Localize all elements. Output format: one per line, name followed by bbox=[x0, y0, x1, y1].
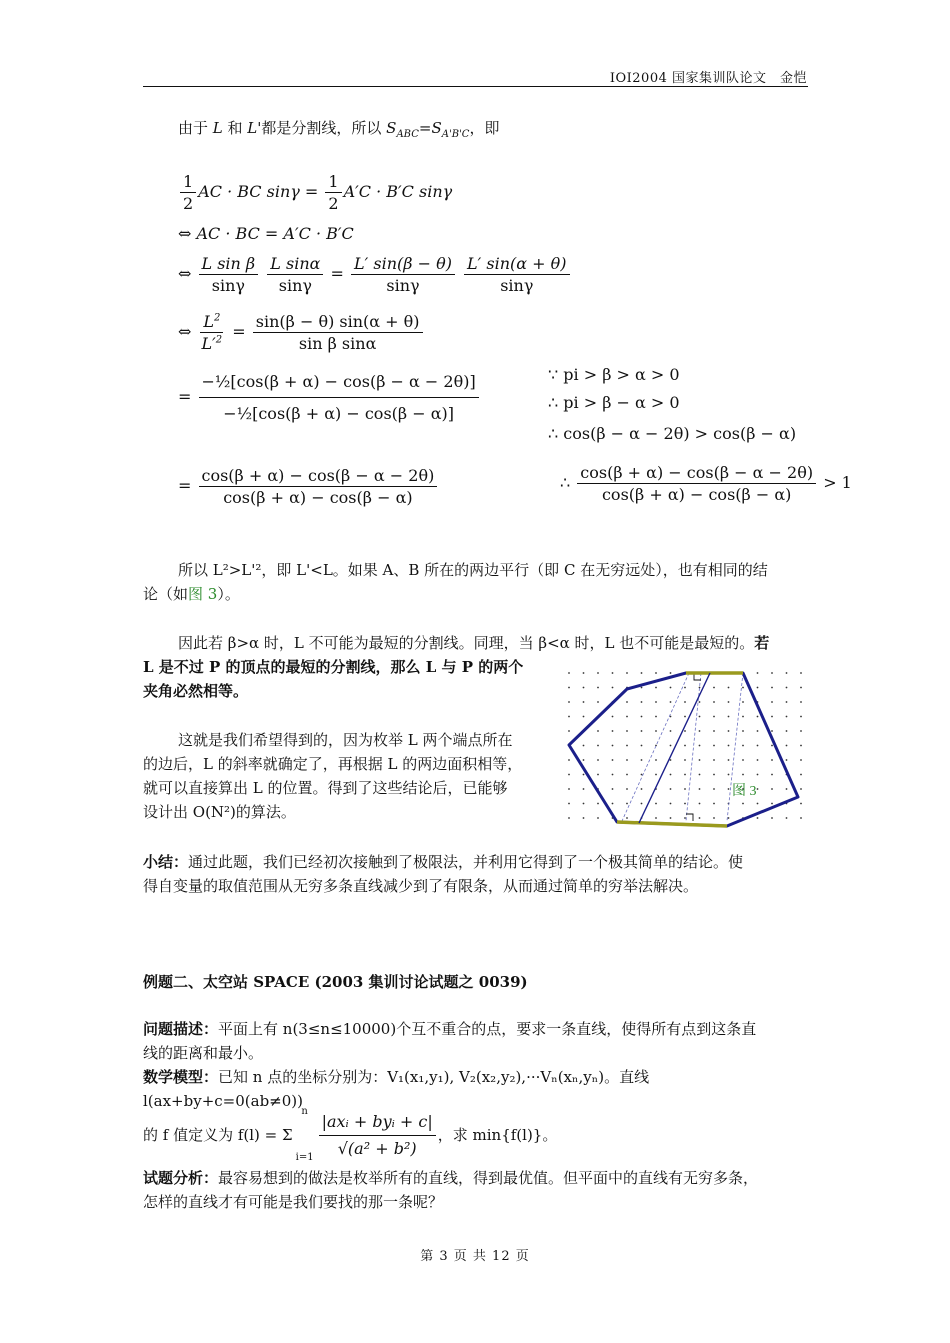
grid-dot bbox=[583, 774, 585, 776]
grid-dot bbox=[626, 803, 628, 805]
grid-dot bbox=[699, 817, 701, 819]
intro-post: 都是分割线，所以 bbox=[261, 119, 387, 137]
analysis-label: 试题分析： bbox=[143, 1169, 219, 1187]
grid-dot bbox=[583, 716, 585, 718]
grid-dot bbox=[583, 817, 585, 819]
intro-S2: S bbox=[431, 119, 442, 137]
grid-dot bbox=[670, 701, 672, 703]
grid-dot bbox=[670, 730, 672, 732]
figure-3-link[interactable]: 图 3 bbox=[188, 585, 218, 603]
page-footer: 第 3 页 共 12 页 bbox=[420, 1249, 530, 1264]
intro-S1-sub: ABC bbox=[396, 129, 419, 140]
grid-dot bbox=[800, 774, 802, 776]
model-l1: 已知 n 点的坐标分别为：V₁(x₁,y₁), V₂(x₂,y₂),···Vₙ(xₙ,yₙ)。直线 l(ax+by+c=0(ab≠0)) bbox=[143, 1068, 650, 1110]
grid-dot bbox=[583, 672, 585, 674]
intro-L: L bbox=[212, 119, 223, 137]
grid-dot bbox=[699, 803, 701, 805]
grid-dot bbox=[568, 759, 570, 761]
para2-line1: 因此若 β>α 时，L 不可能为最短的分割线。同理，当 β<α 时，L 也不可能是最短的。 bbox=[178, 634, 755, 652]
grid-dot bbox=[684, 788, 686, 790]
grid-dot bbox=[597, 701, 599, 703]
grid-dot bbox=[742, 759, 744, 761]
grid-dot bbox=[713, 687, 715, 689]
grid-dot bbox=[757, 745, 759, 747]
paragraph-2-line-2: L 是不过 P 的顶点的最短的分割线，那么 L 与 P 的两个 bbox=[143, 658, 524, 676]
grid-dot bbox=[626, 759, 628, 761]
grid-dot bbox=[771, 730, 773, 732]
grid-dot bbox=[583, 745, 585, 747]
eq1-right: A′C · B′C sinγ bbox=[343, 182, 453, 201]
grid-dot bbox=[684, 701, 686, 703]
grid-dot bbox=[597, 672, 599, 674]
grid-dot bbox=[699, 788, 701, 790]
grid-dot bbox=[641, 716, 643, 718]
grid-dot bbox=[742, 687, 744, 689]
grid-dot bbox=[786, 745, 788, 747]
dividing-line-L bbox=[639, 673, 710, 823]
grid-dot bbox=[728, 730, 730, 732]
grid-dot bbox=[786, 716, 788, 718]
intro-S1: S bbox=[386, 119, 397, 137]
problem-l1: 平面上有 n(3≤n≤10000)个互不重合的点，要求一条直线，使得所有点到这条直 bbox=[218, 1020, 757, 1038]
grid-dot bbox=[728, 774, 730, 776]
grid-dot bbox=[626, 745, 628, 747]
grid-dot bbox=[641, 701, 643, 703]
grid-dot bbox=[583, 687, 585, 689]
grid-dot bbox=[728, 687, 730, 689]
grid-dot bbox=[800, 701, 802, 703]
grid-dot bbox=[713, 788, 715, 790]
grid-dot bbox=[757, 803, 759, 805]
grid-dot bbox=[626, 788, 628, 790]
grid-dot bbox=[771, 803, 773, 805]
grid-dot bbox=[742, 745, 744, 747]
grid-dot bbox=[583, 803, 585, 805]
reason-1: ∵ pi > β > α > 0 bbox=[548, 365, 680, 384]
grid-dot bbox=[684, 745, 686, 747]
grid-dot bbox=[655, 716, 657, 718]
grid-dot bbox=[684, 716, 686, 718]
grid-dot bbox=[612, 672, 614, 674]
grid-dot bbox=[786, 759, 788, 761]
eq4-rhs-frac: $\frac{\sin(\beta - \theta) \sin(\alpha + \theta)}{\text{sin β sinα}}$ bbox=[253, 312, 423, 353]
intro-S2-sub: A'B'C bbox=[441, 129, 470, 140]
header-rule bbox=[143, 86, 808, 87]
grid-dot bbox=[568, 701, 570, 703]
grid-dot bbox=[728, 759, 730, 761]
reason-4-tail: > 1 bbox=[823, 473, 852, 492]
grid-dots bbox=[568, 672, 802, 819]
grid-dot bbox=[786, 687, 788, 689]
grid-dot bbox=[612, 716, 614, 718]
grid-dot bbox=[568, 774, 570, 776]
grid-dot bbox=[641, 759, 643, 761]
equation-line-3: ⇔ $\frac{\text{L sin β}}{\sin\gamma}$ $\frac{\text{L sinα}}{\sin\gamma}$ = $\frac{L' \sin(\beta - \theta)}{\sin\gamma}$ $\frac{L' \sin(\alpha + \theta)}{\sin\gamma}$ bbox=[178, 254, 572, 295]
problem-line-1 bbox=[143, 1017, 808, 1041]
grid-dot bbox=[771, 817, 773, 819]
grid-dot bbox=[713, 759, 715, 761]
grid-dot bbox=[626, 817, 628, 819]
grid-dot bbox=[655, 701, 657, 703]
grid-dot bbox=[641, 745, 643, 747]
grid-dot bbox=[612, 803, 614, 805]
grid-dot bbox=[641, 672, 643, 674]
eq6-frac: $\frac{\cos(\beta + \alpha) - \cos(\beta - \alpha - 2\theta)}{\cos(\beta + \alpha) - \cos(\beta - \alpha)}$ bbox=[199, 466, 438, 507]
intro-eq: = bbox=[418, 119, 432, 137]
paragraph-3-line-3: 就可以直接算出 L 的位置。得到了这些结论后，已能够 bbox=[143, 779, 508, 797]
grid-dot bbox=[699, 759, 701, 761]
paragraph-3-line-4: 设计出 O(N²)的算法。 bbox=[143, 803, 296, 821]
grid-dot bbox=[684, 759, 686, 761]
para2-bold-tail: 若 bbox=[754, 634, 770, 652]
grid-dot bbox=[699, 774, 701, 776]
distance-fraction: $\frac{\text{|axᵢ + byᵢ + c|}}{\text{√(a² + b²)}}$ bbox=[319, 1110, 436, 1161]
model-line-2 bbox=[143, 1100, 557, 1170]
grid-dot bbox=[655, 803, 657, 805]
grid-dot bbox=[713, 817, 715, 819]
grid-dot bbox=[670, 687, 672, 689]
grid-dot bbox=[728, 745, 730, 747]
equation-line-2: ⇔ AC · BC = A′C · B′C bbox=[178, 224, 354, 243]
eq3-frac-1: $\frac{\text{L sin β}}{\sin\gamma}$ bbox=[199, 254, 259, 295]
model-l2-post: ，求 min{f(l)}。 bbox=[437, 1126, 558, 1144]
grid-dot bbox=[800, 788, 802, 790]
analysis-line-2: 怎样的直线才有可能是我们要找的那一条呢？ bbox=[143, 1193, 444, 1211]
grid-dot bbox=[742, 774, 744, 776]
grid-dot bbox=[612, 788, 614, 790]
grid-dot bbox=[771, 788, 773, 790]
grid-dot bbox=[713, 716, 715, 718]
paragraph-1-line-2 bbox=[143, 582, 240, 606]
eq3-frac-3: $\frac{L' \sin(\beta - \theta)}{\sin\gamma}$ bbox=[351, 254, 455, 295]
grid-dot bbox=[786, 672, 788, 674]
grid-dot bbox=[800, 759, 802, 761]
grid-dot bbox=[800, 745, 802, 747]
grid-dot bbox=[583, 788, 585, 790]
grid-dot bbox=[713, 774, 715, 776]
grid-dot bbox=[597, 730, 599, 732]
grid-dot bbox=[800, 803, 802, 805]
equation-line-5: = $\frac{\text{−½[cos(β + α) − cos(β − α − 2θ)]}}{\text{−½[cos(β + α) − cos(β − α)]}}$ bbox=[178, 372, 481, 423]
grid-dot bbox=[655, 817, 657, 819]
grid-dot bbox=[655, 687, 657, 689]
grid-dot bbox=[699, 745, 701, 747]
grid-dot bbox=[655, 774, 657, 776]
summary-line-2: 得自变量的取值范围从无穷多条直线减少到了有限条，从而通过简单的穷举法解决。 bbox=[143, 877, 699, 895]
grid-dot bbox=[597, 803, 599, 805]
intro-L2: L' bbox=[247, 119, 262, 137]
paragraph-3-line-1: 这就是我们希望得到的，因为枚举 L 两个端点所在 bbox=[178, 731, 513, 749]
grid-dot bbox=[786, 817, 788, 819]
grid-dot bbox=[771, 687, 773, 689]
grid-dot bbox=[742, 803, 744, 805]
grid-dot bbox=[757, 774, 759, 776]
reason-4-frac: $\frac{\cos(\beta + \alpha) - \cos(\beta - \alpha - 2\theta)}{\cos(\beta + \alpha) - \cos(\beta - \alpha)}$ bbox=[577, 463, 816, 504]
paragraph-3-line-2: 的边后，L 的斜率就确定了，再根据 L 的两边面积相等， bbox=[143, 755, 523, 773]
problem-label: 问题描述： bbox=[143, 1020, 219, 1038]
summary-l1: 通过此题，我们已经初次接触到了极限法，并利用它得到了一个极其简单的结论。使 bbox=[188, 853, 744, 871]
grid-dot bbox=[670, 745, 672, 747]
grid-dot bbox=[800, 687, 802, 689]
summary-title: 小结： bbox=[143, 853, 189, 871]
grid-dot bbox=[757, 817, 759, 819]
eq1-left: AC · BC sinγ = bbox=[198, 182, 319, 201]
grid-dot bbox=[713, 701, 715, 703]
paragraph-2-line-3: 夹角必然相等。 bbox=[143, 682, 249, 700]
grid-dot bbox=[728, 817, 730, 819]
eq3-frac-2: $\frac{\text{L sinα}}{\sin\gamma}$ bbox=[267, 254, 323, 295]
grid-dot bbox=[771, 745, 773, 747]
grid-dot bbox=[771, 774, 773, 776]
bottom-parallel-edge bbox=[617, 822, 727, 826]
grid-dot bbox=[612, 759, 614, 761]
grid-dot bbox=[612, 687, 614, 689]
analysis-l1: 最容易想到的做法是枚举所有的直线，得到最优值。但平面中的直线有无穷多条， bbox=[218, 1169, 759, 1187]
grid-dot bbox=[655, 759, 657, 761]
equation-line-6: = $\frac{\cos(\beta + \alpha) - \cos(\beta - \alpha - 2\theta)}{\cos(\beta + \alpha) - \cos(\beta - \alpha)}$ bbox=[178, 466, 439, 507]
intro-mid: 和 bbox=[222, 119, 248, 137]
grid-dot bbox=[684, 774, 686, 776]
grid-dot bbox=[800, 672, 802, 674]
grid-dot bbox=[713, 745, 715, 747]
equation-line-4: ⇔ $\frac{L^2}{L'^2}$ = $\frac{\sin(\beta - \theta) \sin(\alpha + \theta)}{\text{sin β sinα}}$ bbox=[178, 312, 425, 353]
grid-dot bbox=[626, 701, 628, 703]
grid-dot bbox=[670, 803, 672, 805]
grid-dot bbox=[684, 817, 686, 819]
grid-dot bbox=[597, 817, 599, 819]
grid-dot bbox=[800, 730, 802, 732]
grid-dot bbox=[771, 672, 773, 674]
grid-dot bbox=[713, 730, 715, 732]
eq4-lhs-frac: $\frac{L^2}{L'^2}$ bbox=[201, 312, 223, 353]
grid-dot bbox=[612, 730, 614, 732]
grid-dot bbox=[670, 774, 672, 776]
grid-dot bbox=[597, 745, 599, 747]
grid-dot bbox=[713, 803, 715, 805]
intro-pre: 由于 bbox=[178, 119, 213, 137]
grid-dot bbox=[670, 788, 672, 790]
grid-dot bbox=[800, 716, 802, 718]
grid-dot bbox=[568, 730, 570, 732]
grid-dot bbox=[583, 701, 585, 703]
grid-dot bbox=[771, 716, 773, 718]
eq3-frac-4: $\frac{L' \sin(\alpha + \theta)}{\sin\gamma}$ bbox=[464, 254, 569, 295]
grid-dot bbox=[568, 672, 570, 674]
grid-dot bbox=[568, 788, 570, 790]
reason-2: ∴ pi > β − α > 0 bbox=[548, 393, 680, 412]
para1-text-b: 论（如 bbox=[143, 585, 189, 603]
grid-dot bbox=[800, 817, 802, 819]
grid-dot bbox=[771, 701, 773, 703]
polygon-P bbox=[569, 673, 798, 826]
model-label: 数学模型： bbox=[143, 1068, 219, 1086]
grid-dot bbox=[742, 716, 744, 718]
grid-dot bbox=[699, 716, 701, 718]
grid-dot bbox=[626, 774, 628, 776]
grid-dot bbox=[757, 788, 759, 790]
grid-dot bbox=[786, 701, 788, 703]
grid-dot bbox=[684, 687, 686, 689]
grid-dot bbox=[568, 817, 570, 819]
grid-dot bbox=[728, 788, 730, 790]
grid-dot bbox=[626, 716, 628, 718]
half-fraction: $\frac{1}{2}$ bbox=[325, 172, 341, 213]
equation-line-1 bbox=[178, 172, 452, 213]
grid-dot bbox=[728, 716, 730, 718]
right-angle-bottom bbox=[686, 814, 693, 821]
grid-dot bbox=[757, 672, 759, 674]
reason-3: ∴ cos(β − α − 2θ) > cos(β − α) bbox=[548, 424, 797, 443]
model-l2-pre: 的 f 值定义为 f(l) = Σ bbox=[143, 1126, 293, 1144]
grid-dot bbox=[626, 672, 628, 674]
grid-dot bbox=[699, 730, 701, 732]
grid-dot bbox=[641, 730, 643, 732]
grid-dot bbox=[641, 803, 643, 805]
figure-3-label: 图 3 bbox=[732, 784, 757, 799]
grid-dot bbox=[641, 774, 643, 776]
para1-text-c: ）。 bbox=[217, 585, 240, 603]
eq5-frac: $\frac{\text{−½[cos(β + α) − cos(β − α − 2θ)]}}{\text{−½[cos(β + α) − cos(β − α)]}}$ bbox=[199, 372, 479, 423]
grid-dot bbox=[670, 817, 672, 819]
analysis-line-1 bbox=[143, 1166, 808, 1190]
figure-3 bbox=[562, 666, 808, 836]
grid-dot bbox=[670, 672, 672, 674]
intro-sentence bbox=[178, 116, 499, 147]
half-fraction: $\frac{1}{2}$ bbox=[180, 172, 196, 213]
grid-dot bbox=[728, 701, 730, 703]
dashed-line-1 bbox=[622, 673, 689, 821]
intro-end: ，即 bbox=[469, 119, 500, 137]
grid-dot bbox=[786, 730, 788, 732]
sum-limits: n i=1 bbox=[295, 1106, 314, 1163]
grid-dot bbox=[568, 716, 570, 718]
grid-dot bbox=[568, 803, 570, 805]
paragraph-1-line-1: 所以 L²>L'²，即 L'<L。如果 A、B 所在的两边平行（即 C 在无穷远处），也有相同的结 bbox=[178, 561, 768, 579]
grid-dot bbox=[583, 759, 585, 761]
grid-dot bbox=[757, 730, 759, 732]
grid-dot bbox=[757, 716, 759, 718]
grid-dot bbox=[699, 701, 701, 703]
page-header: IOI2004 国家集训队论文 金恺 bbox=[609, 71, 807, 86]
grid-dot bbox=[612, 774, 614, 776]
grid-dot bbox=[757, 687, 759, 689]
grid-dot bbox=[597, 687, 599, 689]
grid-dot bbox=[757, 759, 759, 761]
grid-dot bbox=[742, 730, 744, 732]
grid-dot bbox=[655, 672, 657, 674]
grid-dot bbox=[786, 788, 788, 790]
grid-dot bbox=[742, 701, 744, 703]
summary-line-1 bbox=[143, 850, 808, 874]
paragraph-2-line-1 bbox=[178, 631, 808, 655]
reason-4: ∴ $\frac{\cos(\beta + \alpha) - \cos(\beta - \alpha - 2\theta)}{\cos(\beta + \alpha) - \cos(\beta - \alpha)}$ > 1 bbox=[560, 463, 852, 504]
grid-dot bbox=[684, 730, 686, 732]
grid-dot bbox=[626, 730, 628, 732]
grid-dot bbox=[655, 730, 657, 732]
example-2-title: 例题二、太空站 SPACE (2003 集训讨论试题之 0039) bbox=[143, 973, 528, 991]
grid-dot bbox=[597, 774, 599, 776]
grid-dot bbox=[597, 759, 599, 761]
grid-dot bbox=[568, 687, 570, 689]
grid-dot bbox=[771, 759, 773, 761]
grid-dot bbox=[641, 687, 643, 689]
problem-line-2: 线的距离和最小。 bbox=[143, 1044, 264, 1062]
grid-dot bbox=[684, 803, 686, 805]
grid-dot bbox=[641, 788, 643, 790]
grid-dot bbox=[612, 745, 614, 747]
